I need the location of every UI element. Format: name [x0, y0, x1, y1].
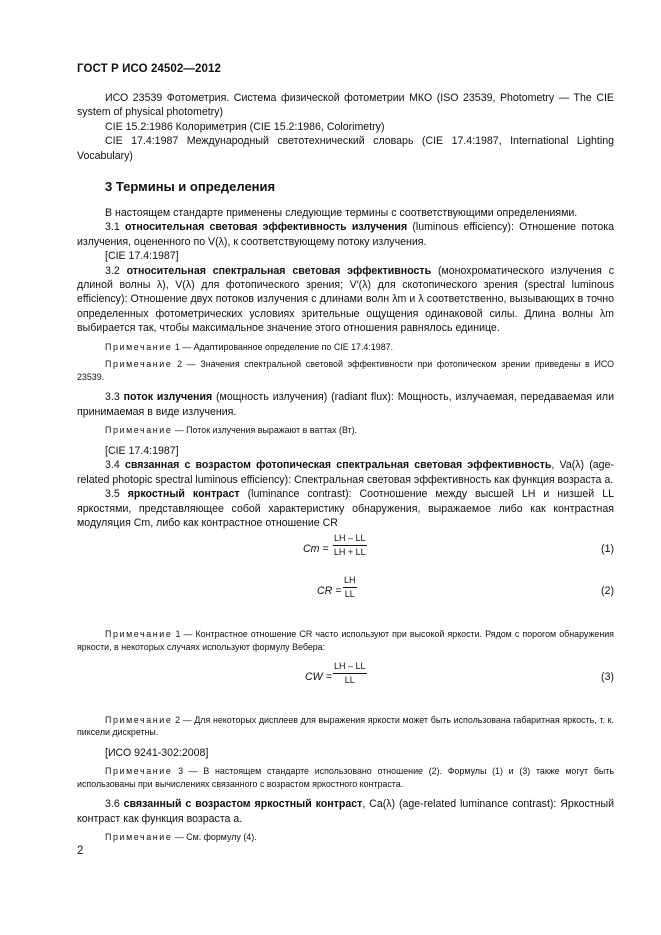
- note-label: Примечание: [105, 714, 173, 725]
- term-number: 3.3: [105, 391, 120, 404]
- formula-number: (2): [601, 585, 614, 598]
- note: [77, 714, 614, 739]
- section-title: 3 Термины и определения: [105, 179, 276, 195]
- note-label: Примечание: [105, 425, 173, 436]
- formula-3: [77, 654, 614, 702]
- ref-cie-15-2: CIE 15.2:1986 Колориметрия (CIE 15.2:1986, Colorimetry): [105, 120, 385, 133]
- term-definition: (монохроматического излучения с длиной волны λ), V(λ) для фотопического зрения; V′(λ) для скотопического зрения (spectral luminous efficiency): Отношение двух потоков излучения с длинами волн λm и λ соответственно, вызывающих в точно определенных фотометрических условиях зрительные ощущения одинаковой силы. Длина волны λm выбирается так, чтобы максимальное значение этого отношения равнялось единице.: [77, 264, 614, 335]
- note: [77, 831, 614, 844]
- formula-fraction: [343, 575, 357, 600]
- formula-number: (1): [601, 543, 614, 556]
- fraction-numerator: LH: [343, 575, 357, 588]
- term-source: [CIE 17.4:1987]: [105, 250, 179, 263]
- term-source: [ИСО 9241-302:2008]: [105, 746, 209, 759]
- note-text: — См. формулу (4).: [172, 832, 257, 843]
- note-text: 1 — Адаптированное определение по CIE 17.4:1987.: [172, 341, 394, 352]
- term-source: [CIE 17.4:1987]: [105, 444, 179, 457]
- term-number: 3.2: [105, 264, 120, 277]
- note-label: Примечание: [105, 766, 173, 777]
- note-text: — Поток излучения выражают в ваттах (Вт).: [172, 425, 358, 436]
- term-definition: , Ca(λ) (age-related luminance contrast): Яркостный контраст как функция возраста a.: [77, 798, 614, 825]
- term-number: 3.6: [105, 798, 120, 811]
- formula-lhs: CR =: [317, 585, 342, 598]
- note-label: Примечание: [105, 359, 173, 370]
- fraction-denominator: LL: [344, 674, 355, 685]
- term-title: поток излучения: [123, 391, 213, 404]
- term-title: связанная с возрастом фотопическая спектральная световая эффективность: [124, 459, 552, 472]
- note-text: 1 — Контрастное отношение CR часто используют при высокой яркости. Рядом с порогом обнаружения яркости, в некоторых случаях используют формулу Вебера:: [77, 629, 614, 652]
- formula-1: [77, 530, 614, 570]
- formula-2: [77, 570, 614, 614]
- term-3-2: [77, 264, 614, 336]
- formula-lhs: CW =: [305, 670, 332, 683]
- term-3-3: [77, 390, 614, 419]
- note-label: Примечание: [105, 341, 173, 352]
- note: [77, 341, 614, 354]
- term-3-4: [77, 458, 614, 487]
- standard-header: ГОСТ Р ИСО 24502—2012: [77, 63, 222, 75]
- term-number: 3.5: [105, 488, 120, 501]
- fraction-denominator: LL: [344, 589, 355, 600]
- fraction-numerator: LH – LL: [333, 533, 367, 546]
- note: [77, 765, 614, 790]
- term-definition: (luminous efficiency): Отношение потока излучения, оцененного по V(λ), к соответствующему потоку излучения.: [77, 221, 614, 248]
- term-title: относительная спектральная световая эффективность: [126, 264, 432, 277]
- document-body: [77, 91, 614, 844]
- note: [77, 424, 614, 437]
- note-label: Примечание: [105, 832, 173, 843]
- note: [77, 628, 614, 653]
- page-number: 2: [77, 845, 84, 857]
- formula-fraction: [333, 661, 367, 686]
- ref-cie-17-4: CIE 17.4:1987 Международный светотехнический словарь (CIE 17.4:1987, International Lighting Vocabulary): [77, 135, 614, 162]
- term-definition: (мощность излучения) (radiant flux): Мощность, излучаемая, передаваемая или принимаемая в виде излучения.: [77, 391, 614, 418]
- term-3-1: [77, 220, 614, 249]
- section-intro: В настоящем стандарте применены следующие термины с соответствующими определениями.: [105, 207, 578, 220]
- term-title: связанный с возрастом яркостный контраст: [123, 798, 363, 811]
- formula-lhs: Cm =: [303, 543, 329, 556]
- note-text: 2 — Для некоторых дисплеев для выражения яркости может быть использована габаритная яркость, т. к. пиксели дискретны.: [77, 714, 614, 738]
- note-text: 2 — Значения спектральной световой эффективности при фотопическом зрении приведены в ИСО 23539.: [77, 359, 614, 382]
- term-3-6: [77, 797, 614, 826]
- term-number: 3.4: [105, 459, 120, 472]
- term-title: относительная световая эффективность излучения: [124, 221, 408, 234]
- term-definition: , Va(λ) (age-related photopic spectral luminous efficiency): Спектральная световая эффективность как функция возраста a.: [77, 459, 614, 486]
- note: [77, 358, 614, 383]
- formula-number: (3): [601, 670, 614, 683]
- term-title: яркостный контраст: [127, 488, 240, 501]
- term-number: 3.1: [105, 221, 120, 234]
- ref-iso-23539: ИСО 23539 Фотометрия. Система физической фотометрии МКО (ISO 23539, Photometry — The CIE system of physical photometry): [77, 92, 614, 119]
- formula-fraction: [333, 533, 367, 558]
- fraction-denominator: LH + LL: [333, 547, 366, 558]
- fraction-numerator: LH – LL: [333, 661, 367, 674]
- term-3-5: [77, 487, 614, 530]
- note-text: 3 — В настоящем стандарте использовано отношение (2). Формулы (1) и (3) также могут быть использованы при вычислениях связанного с возрастом яркостного контраста.: [77, 766, 614, 789]
- term-definition: (luminance contrast): Соотношение между высшей LH и низшей LL яркостями, представляющее собой характеристику обнаружения, выражаемое либо как контрастная модуляция Cm, либо как контрастное отношение CR: [77, 488, 614, 529]
- note-label: Примечание: [105, 629, 173, 640]
